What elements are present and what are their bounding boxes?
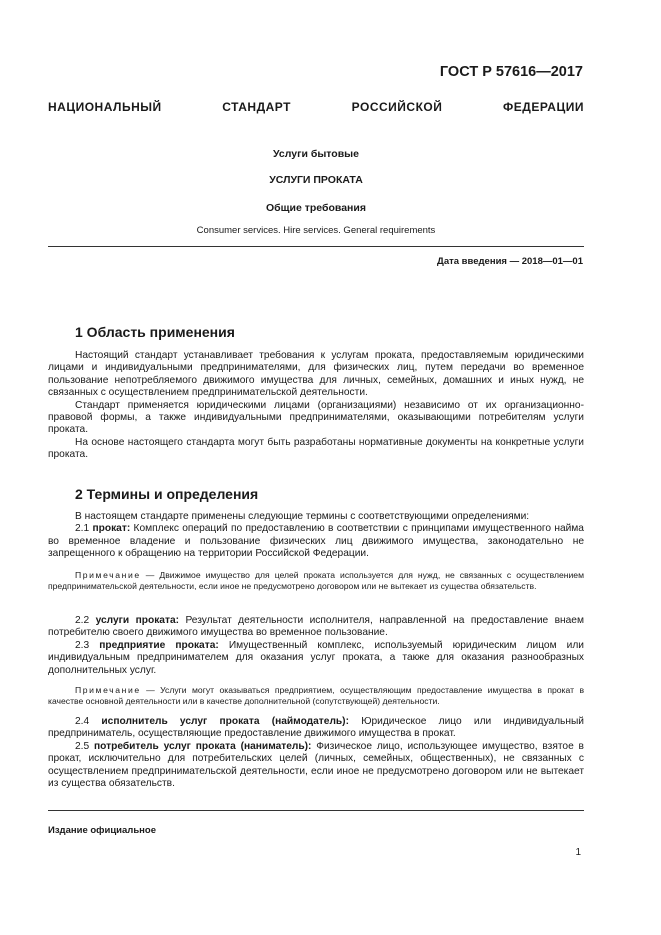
standard-number: ГОСТ Р 57616—2017 [439,64,583,80]
page-number: 1 [575,847,581,858]
official-edition-label: Издание официальное [48,825,156,836]
term-definition: Результат деятельности исполнителя, направленной на предоставление внаем потребителю своего движимого имущества во временное пользование. [48,615,584,639]
note-2 [48,685,584,707]
note-text: — Движимое имущество для целей проката используется для нужд, не связанных с осуществлением предпринимательской деятельности, если иное не предусмотрено договором или не вытекает из существа обязательств. [48,570,584,591]
section-2-heading: 2 Термины и определения [75,486,259,502]
title-line-1: Услуги бытовые [273,148,359,160]
paragraph: Настоящий стандарт устанавливает требования к услугам проката, предоставляемым юридическими лицами и индивидуальными предпринимателями, для физических лиц, путем передачи во временное пользование непотребляемого движимого имущества для личных, семейных, домашних и иных нужд, не связанных с осуществлением предпринимательской деятельности. [48,350,584,399]
english-title: Consumer services. Hire services. General requirements [196,225,436,236]
title-line-2: УСЛУГИ ПРОКАТА [269,174,363,186]
term-name: прокат: [92,523,131,535]
paragraph: В настоящем стандарте применены следующие термины с соответствующими определениями: [75,511,530,522]
note-label: Примечание [75,685,141,695]
term-number: 2.4 [75,716,90,727]
term-2-2 [48,615,584,640]
term-2-5 [48,741,584,791]
term-name: потребитель услуг проката (наниматель): [93,740,312,752]
term-name: предприятие проката: [99,639,219,651]
term-number: 2.3 [75,639,90,651]
section-2-body-a [48,511,584,561]
note-text: — Услуги могут оказываться предприятием, осуществляющим предоставление имущества в прокат в качестве основной деятельности или в качестве дополнительной (сопутствующей) деятельности. [48,685,585,706]
note-1 [48,570,584,592]
term-name: исполнитель услуг проката (наймодатель): [101,716,349,727]
term-definition: Юридическое лицо или индивидуальный предприниматель, осуществляющие предоставление движимого имущества в прокат. [48,716,584,740]
footer-divider [48,810,584,811]
term-definition: Физическое лицо, использующее имущество, взятое в прокат, исключительно для потребительских целей (личных, семейных, общественных), не связанных с осуществлением предпринимательской деятельности, если иное не предусмотрено договором или не вытекает из существа обязательств. [48,740,584,790]
paragraph: На основе настоящего стандарта могут быть разработаны нормативные документы на конкретные услуги проката. [48,436,584,461]
term-name: услуги проката: [95,615,180,626]
paragraph: Стандарт применяется юридическими лицами (организациями) независимо от их организационно-правовой формы, а также индивидуальными предпринимателями, оказывающими потребителям услуги проката. [48,399,584,436]
term-2-3 [48,640,584,677]
term-number: 2.1 [75,523,90,535]
term-definition: Имущественный комплекс, используемый юридическим лицом или индивидуальным предпринимателем для оказания услуг проката, а также для оказания разнообразных дополнительных услуг. [48,639,584,676]
section-2-body-b [48,615,584,677]
term-definition: Комплекс операций по предоставлению в соответствии с принципами имущественного найма во временное владение и пользование физических лиц движимого имущества, законодательно не запрещенного к обращению на территории Российской Федерации. [48,523,584,560]
title-line-3: Общие требования [266,202,366,214]
term-2-4 [48,716,584,741]
section-1-body [48,350,584,462]
term-number: 2.2 [75,615,90,626]
title-divider [48,246,584,247]
term-number: 2.5 [75,740,90,752]
section-2-body-c [48,716,584,790]
effective-date: Дата введения — 2018—01—01 [437,256,583,267]
national-standard-heading: НАЦИОНАЛЬНЫЙ СТАНДАРТ РОССИЙСКОЙ ФЕДЕРАЦИИ [48,100,584,114]
note-label: Примечание [75,570,141,580]
term-2-1 [48,523,584,560]
section-1-heading: 1 Область применения [75,324,235,340]
